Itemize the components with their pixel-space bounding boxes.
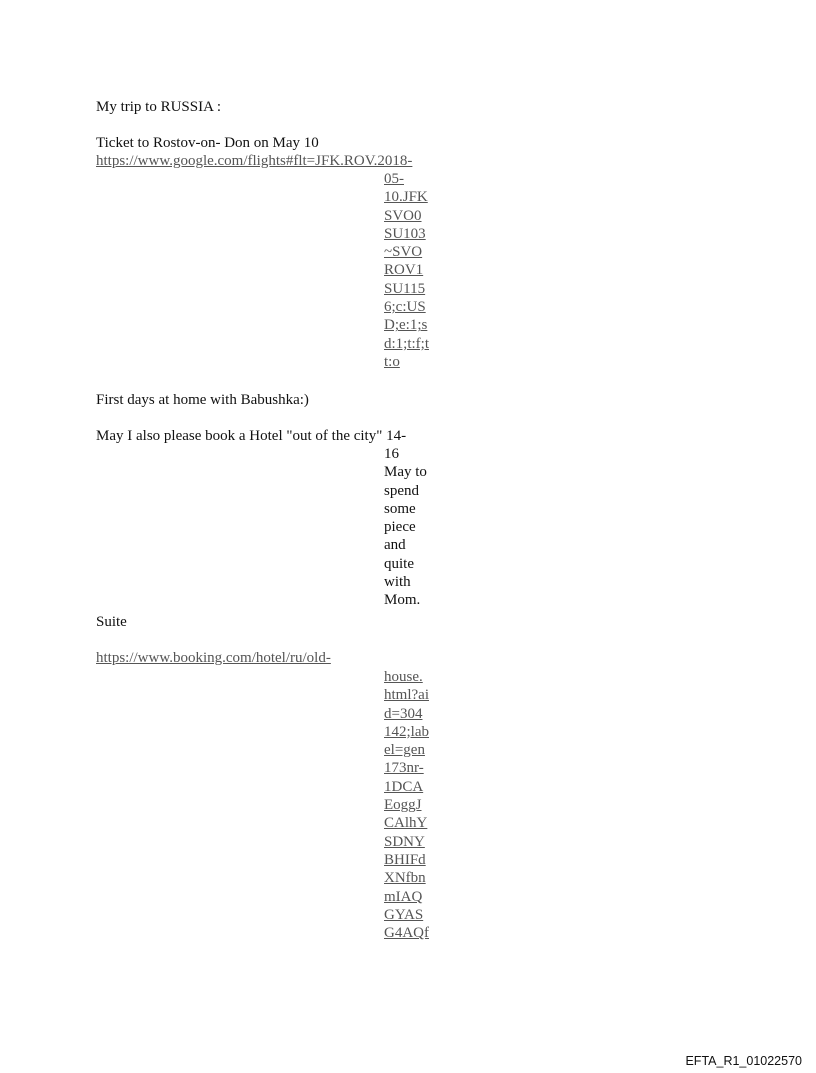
suite-line: Suite bbox=[96, 614, 127, 630]
hotel-request-fragment: piece bbox=[384, 519, 416, 536]
flight-link-fragment[interactable]: d:1;t:f;t bbox=[384, 335, 429, 352]
hotel-request-line: May I also please book a Hotel "out of the city" 14- bbox=[96, 428, 407, 444]
booking-link-fragment[interactable]: mIAQ bbox=[384, 888, 423, 905]
booking-link-fragment[interactable]: 173nr- bbox=[384, 760, 424, 777]
flight-link-fragment[interactable]: ROV1 bbox=[384, 262, 424, 279]
booking-link-fragment[interactable]: XNfbn bbox=[384, 870, 426, 887]
document-id-footer: EFTA_R1_01022570 bbox=[685, 1054, 802, 1068]
hotel-request-fragment: Mom. bbox=[384, 592, 421, 609]
booking-link-fragment[interactable]: html?ai bbox=[384, 687, 429, 704]
document-heading: My trip to RUSSIA : bbox=[96, 99, 222, 115]
hotel-request-fragment: 16 bbox=[384, 446, 399, 462]
flight-link-fragment[interactable]: 6;c:US bbox=[384, 299, 426, 316]
booking-link-fragment[interactable]: 1DCA bbox=[384, 778, 424, 795]
flight-link-fragment[interactable]: SU103 bbox=[384, 225, 426, 242]
booking-link-wrapped[interactable] bbox=[384, 668, 429, 942]
booking-link[interactable]: https://www.booking.com/hotel/ru/old- bbox=[96, 650, 331, 666]
flight-link-fragment[interactable]: D;e:1;s bbox=[384, 317, 428, 334]
hotel-request-wrapped bbox=[384, 445, 427, 610]
flight-link-fragment[interactable]: t:o bbox=[384, 353, 400, 370]
hotel-request-fragment: some bbox=[384, 500, 416, 517]
ticket-line: Ticket to Rostov-on- Don on May 10 bbox=[96, 135, 319, 151]
hotel-request-fragment: and bbox=[384, 537, 406, 554]
booking-link-fragment[interactable]: 142;lab bbox=[384, 723, 429, 740]
first-days-line: First days at home with Babushka:) bbox=[96, 392, 309, 408]
booking-link-fragment[interactable]: GYAS bbox=[384, 906, 424, 923]
flight-link-wrapped[interactable] bbox=[384, 170, 429, 371]
flight-link-fragment[interactable]: 10.JFK bbox=[384, 189, 428, 206]
booking-link-fragment[interactable]: G4AQf bbox=[384, 925, 429, 942]
hotel-request-fragment: quite bbox=[384, 555, 414, 572]
hotel-request-fragment: spend bbox=[384, 482, 419, 499]
flight-link-fragment[interactable]: SU115 bbox=[384, 280, 426, 297]
flight-link-fragment[interactable]: 05- bbox=[384, 171, 404, 187]
booking-link-fragment[interactable]: house. bbox=[384, 669, 423, 685]
booking-link-fragment[interactable]: BHIFd bbox=[384, 851, 426, 868]
hotel-request-fragment: May to bbox=[384, 464, 427, 481]
booking-link-fragment[interactable]: el=gen bbox=[384, 742, 425, 759]
flight-link-fragment[interactable]: ~SVO bbox=[384, 244, 423, 261]
booking-link-fragment[interactable]: SDNY bbox=[384, 833, 425, 850]
flight-link[interactable]: https://www.google.com/flights#flt=JFK.ROV.2018- bbox=[96, 153, 413, 169]
booking-link-fragment[interactable]: d=304 bbox=[384, 705, 423, 722]
flight-link-fragment[interactable]: SVO0 bbox=[384, 207, 422, 224]
hotel-request-fragment: with bbox=[384, 574, 411, 591]
booking-link-fragment[interactable]: EoggJ bbox=[384, 797, 422, 814]
booking-link-fragment[interactable]: CAlhY bbox=[384, 815, 428, 832]
